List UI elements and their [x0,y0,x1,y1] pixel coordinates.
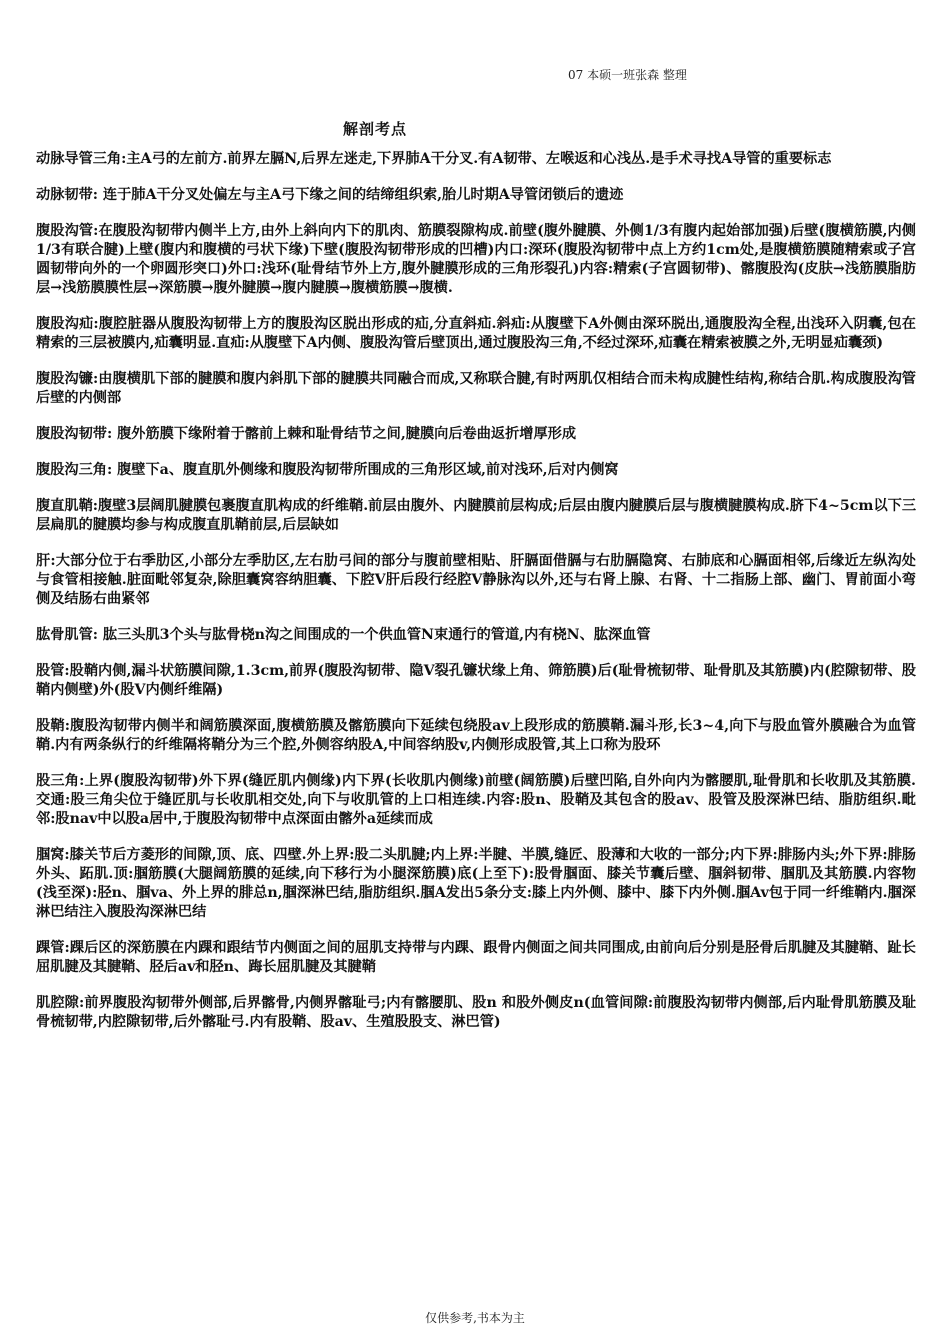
paragraph-rectus-sheath: 腹直肌鞘:腹壁3层阔肌腱膜包裹腹直肌构成的纤维鞘.前层由腹外、内腱膜前层构成;后层由腹内腱膜后层与腹横腱膜构成.脐下4~5cm以下三层扁肌的腱膜均参与构成腹直肌鞘前层,后层缺如 [36,498,917,533]
paragraph-femoral-canal: 股管:股鞘内侧,漏斗状筋膜间隙,1.3cm,前界(腹股沟韧带、隐V裂孔镰状缘上角、筛筋膜)后(耻骨梳韧带、耻骨肌及其筋膜)内(腔隙韧带、股鞘内侧壁)外(股V内侧纤维隔) [36,663,916,698]
paragraph-humeromuscular-tunnel: 肱骨肌管: 肱三头肌3个头与肱骨桡n沟之间围成的一个供血管N束通行的管道,内有桡N、肱深血管 [36,627,651,643]
page-footer-note: 仅供参考,书本为主 [425,1311,525,1325]
paragraph-inguinal-falx: 腹股沟镰:由腹横肌下部的腱膜和腹内斜肌下部的腱膜共同融合而成,又称联合腱,有时两肌仅相结合而未构成腱性结构,称结合肌.构成腹股沟管后壁的内侧部 [36,371,916,406]
paragraph-inguinal-triangle: 腹股沟三角: 腹壁下a、腹直肌外侧缘和腹股沟韧带所围成的三角形区域,前对浅环,后对内侧窝 [36,462,619,478]
paragraph-inguinal-canal: 腹股沟管:在腹股沟韧带内侧半上方,由外上斜向内下的肌肉、筋膜裂隙构成.前壁(腹外腱膜、外侧1/3有腹内起始部加强)后壁(腹横筋膜,内侧1/3有联合腱)上壁(腹内和腹横的弓状下缘)下壁(腹股沟韧带形成的凹槽)内口:深环(腹股沟韧带中点上方约1cm处,是腹横筋膜随精索或子宫圆韧带向外的一个卵圆形突口)外口:浅环(耻骨结节外上方,腹外腱膜形成的三角形裂孔)内容:精索(子宫圆韧带)、髂腹股沟(皮肤→浅筋膜脂肪层→浅筋膜膜性层→深筋膜→腹外腱膜→腹内腱膜→腹横筋膜→腹横. [36,223,916,296]
document-body [36,150,916,1049]
paragraph-malleolar-canal: 踝管:踝后区的深筋膜在内踝和跟结节内侧面之间的屈肌支持带与内踝、跟骨内侧面之间共同围成,由前向后分别是胫骨后肌腱及其腱鞘、趾长屈肌腱及其腱鞘、胫后av和胫n、踇长屈肌腱及其腱鞘 [36,940,916,975]
paragraph-femoral-triangle: 股三角:上界(腹股沟韧带)外下界(缝匠肌内侧缘)内下界(长收肌内侧缘)前壁(阔筋膜)后壁凹陷,自外向内为髂腰肌,耻骨肌和长收肌及其筋膜.交通:股三角尖位于缝匠肌与长收肌相交处,向下与收肌管的上口相连续.内容:股n、股鞘及其包含的股av、股管及股深淋巴结、脂肪组织.毗邻:股nav中以股a居中,于腹股沟韧带中点深面由髂外a延续而成 [36,773,916,827]
paragraph-ductus-arteriosus-triangle: 动脉导管三角:主A弓的左前方.前界左膈N,后界左迷走,下界肺A干分叉.有A韧带、左喉返和心浅丛.是手术寻找A导管的重要标志 [36,151,832,167]
page-header-note: 07 本硕一班张森 整理 [568,68,687,82]
paragraph-arterial-ligament: 动脉韧带: 连于肺A干分叉处偏左与主A弓下缘之间的结缔组织索,胎儿时期A导管闭锁后的遗迹 [36,187,624,203]
paragraph-liver: 肝:大部分位于右季肋区,小部分左季肋区,左右肋弓间的部分与腹前壁相贴、肝膈面借膈与右肋膈隐窝、右肺底和心膈面相邻,后缘近左纵沟处与食管相接触.脏面毗邻复杂,除胆囊窝容纳胆囊、下腔V肝后段行经腔V静脉沟以外,还与右肾上腺、右肾、十二指肠上部、幽门、胃前面小弯侧及结肠右曲紧邻 [36,553,916,607]
paragraph-inguinal-ligament: 腹股沟韧带: 腹外筋膜下缘附着于髂前上棘和耻骨结节之间,腱膜向后卷曲返折增厚形成 [36,426,577,442]
document-title: 解剖考点 [343,120,408,138]
paragraph-lacuna-musculorum: 肌腔隙:前界腹股沟韧带外侧部,后界髂骨,内侧界髂耻弓;内有髂腰肌、股n 和股外侧皮n(血管间隙:前腹股沟韧带内侧部,后内耻骨肌筋膜及耻骨梳韧带,内腔隙韧带,后外髂耻弓.内有股鞘、股av、生殖股股支、淋巴管) [36,995,916,1030]
paragraph-inguinal-hernia: 腹股沟疝:腹腔脏器从腹股沟韧带上方的腹股沟区脱出形成的疝,分直斜疝.斜疝:从腹壁下A外侧由深环脱出,通腹股沟全程,出浅环入阴囊,包在精索的三层被膜内,疝囊明显.直疝:从腹壁下A内侧、腹股沟管后壁顶出,通过腹股沟三角,不经过深环,疝囊在精索被膜之外,无明显疝囊颈) [36,316,916,351]
paragraph-popliteal-fossa: 腘窝:膝关节后方菱形的间隙,顶、底、四壁.外上界:股二头肌腱;内上界:半腱、半膜,缝匠、股薄和大收的一部分;内下界:腓肠内头;外下界:腓肠外头、跖肌.顶:腘筋膜(大腿阔筋膜的延续,向下移行为小腿深筋膜)底(上至下):股骨腘面、膝关节囊后壁、腘斜韧带、腘肌及其筋膜.内容物(浅至深):胫n、腘va、外上界的腓总n,腘深淋巴结,脂肪组织.腘A发出5条分支:膝上内外侧、膝中、膝下内外侧.腘Av包于同一纤维鞘内.腘深淋巴结注入腹股沟深淋巴结 [36,847,916,920]
paragraph-femoral-sheath: 股鞘:腹股沟韧带内侧半和阔筋膜深面,腹横筋膜及髂筋膜向下延续包绕股av上段形成的筋膜鞘.漏斗形,长3~4,向下与股血管外膜融合为血管鞘.内有两条纵行的纤维隔将鞘分为三个腔,外侧容纳股A,中间容纳股v,内侧形成股管,其上口称为股环 [36,718,916,753]
